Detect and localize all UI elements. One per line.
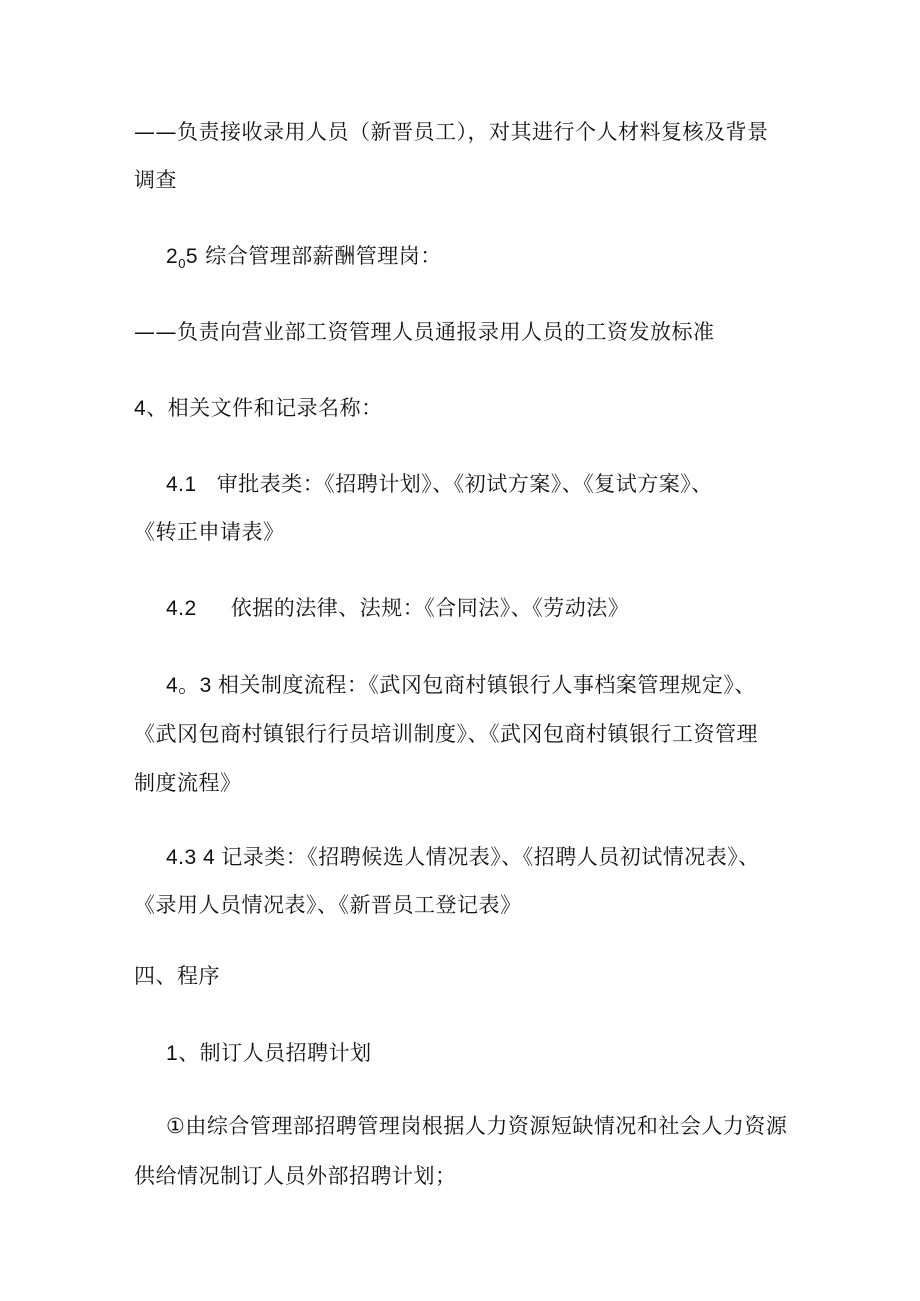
- salary-post-heading: 综合管理部薪酬管理岗：: [205, 244, 442, 268]
- paragraph-line: [134, 318, 715, 346]
- paragraph-line: [134, 518, 285, 546]
- step-number: 1: [166, 1042, 179, 1065]
- records-line-2: 《录用人员情况表》、《新晋员工登记表》: [134, 893, 522, 917]
- related-docs-heading: 、相关文件和记录名称：: [146, 396, 383, 420]
- paragraph-line: [166, 671, 756, 700]
- paragraph-line: [134, 769, 242, 797]
- recruit-duty-line-1: ——负责接收录用人员（新晋员工），对其进行个人材料复核及背景: [134, 120, 769, 144]
- section-heading: [134, 962, 220, 990]
- paragraph-line: [134, 891, 522, 919]
- procedures-line-2: 《武冈包商村镇银行行员培训制度》、《武冈包商村镇银行工资管理: [134, 722, 758, 746]
- paragraph-line: [134, 720, 758, 748]
- laws-line: 依据的法律、法规：《合同法》、《劳动法》: [230, 596, 630, 620]
- item-number: 4.3 4: [166, 846, 216, 869]
- item-number: 4.2: [166, 597, 197, 620]
- paragraph-line: [134, 1162, 457, 1190]
- salary-duty-line: ——负责向营业部工资管理人员通报录用人员的工资发放标准: [134, 320, 715, 344]
- section-number-subscript: 0: [178, 256, 186, 271]
- paragraph-line: [166, 470, 713, 499]
- section-heading: [134, 394, 383, 423]
- section-heading: [166, 1039, 372, 1068]
- paragraph-line: [166, 594, 629, 623]
- paragraph-line: [166, 1112, 787, 1140]
- approval-forms-line-2: 《转正申请表》: [134, 520, 285, 544]
- step-title: 、制订人员招聘计划: [178, 1041, 372, 1065]
- records-line-1: 记录类：《招聘候选人情况表》、《招聘人员初试情况表》、: [221, 845, 760, 869]
- recruit-duty-line-2: 调查: [134, 168, 177, 192]
- section-number-tail: 5: [185, 245, 199, 268]
- plan-step-line-1: ①由综合管理部招聘管理岗根据人力资源短缺情况和社会人力资源: [166, 1114, 788, 1138]
- section-number: 2: [166, 245, 179, 268]
- section-number: 4: [134, 397, 147, 420]
- paragraph-line: [166, 843, 760, 872]
- procedures-line-1: 相关制度流程：《武冈包商村镇银行人事档案管理规定》、: [217, 673, 756, 697]
- procedure-heading: 四、程序: [134, 964, 220, 988]
- procedures-line-3: 制度流程》: [134, 771, 242, 795]
- plan-step-line-2: 供给情况制订人员外部招聘计划；: [134, 1164, 457, 1188]
- section-heading: [166, 242, 442, 273]
- item-number: 4.1: [166, 473, 197, 496]
- paragraph-line: [134, 166, 177, 194]
- paragraph-line: [134, 118, 769, 146]
- item-number: 4。3: [166, 674, 212, 697]
- approval-forms-line-1: 审批表类：《招聘计划》、《初试方案》、《复试方案》、: [216, 472, 713, 496]
